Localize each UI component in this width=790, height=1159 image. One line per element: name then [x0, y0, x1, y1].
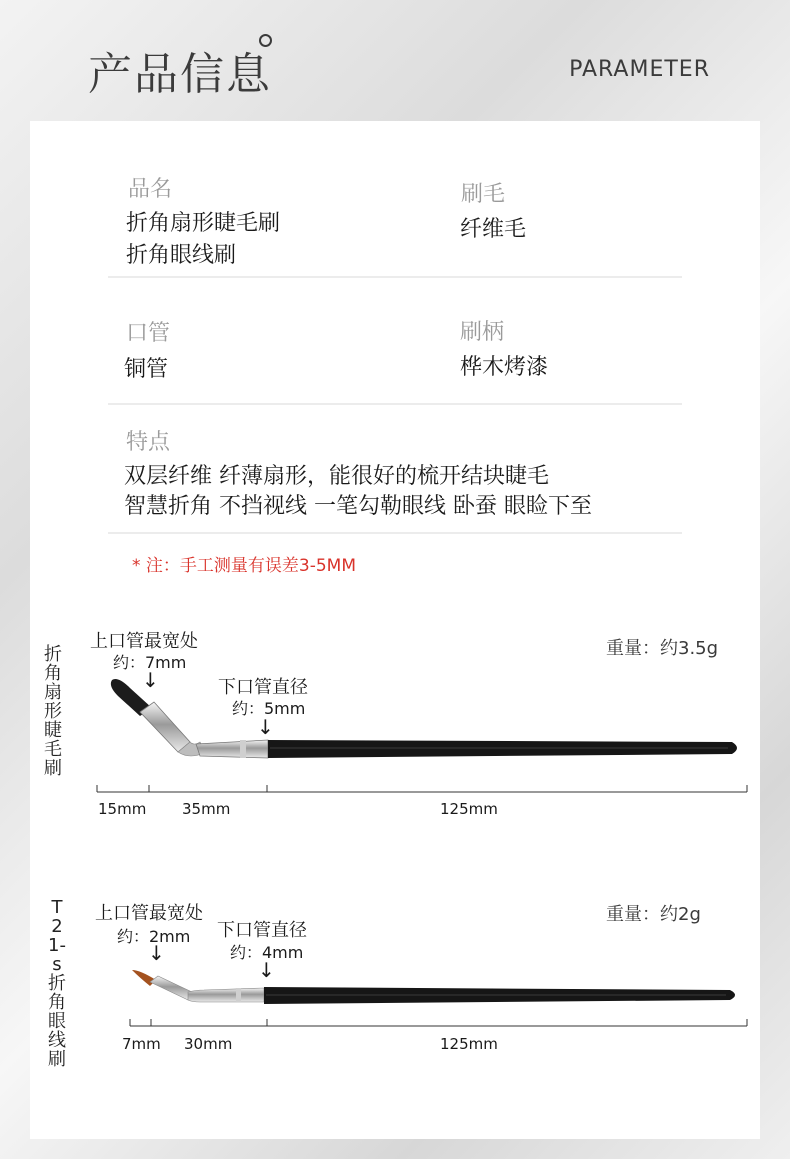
- brush2-dim-handle: 125mm: [440, 1035, 498, 1053]
- ferrule-value: 铜管: [124, 357, 169, 382]
- brush1-side-label: 折角扇形睫毛刷: [44, 644, 62, 779]
- down-arrow-icon: ↓: [258, 958, 275, 982]
- brush2-lower-value: 约：4mm: [230, 943, 304, 962]
- name-value-2: 折角眼线刷: [126, 243, 237, 268]
- brush2-side-label: T21-s折角眼线刷: [48, 897, 66, 1070]
- brush2-upper-label: 上口管最宽处: [95, 903, 203, 924]
- brush1-upper-value: 约：7mm: [113, 653, 187, 672]
- brush1-dim-tip: 15mm: [98, 800, 147, 818]
- brush1-upper-label: 上口管最宽处: [90, 631, 198, 652]
- header-title: 产品信息: [88, 49, 272, 100]
- down-arrow-icon: ↓: [257, 715, 274, 739]
- name-value-1: 折角扇形睫毛刷: [126, 211, 281, 236]
- bristle-label: 刷毛: [461, 182, 506, 207]
- brush1-lower-label: 下口管直径: [218, 677, 308, 698]
- handle-label: 刷柄: [460, 320, 505, 345]
- ferrule-label: 口管: [126, 321, 171, 346]
- down-arrow-icon: ↓: [148, 941, 165, 965]
- brush1-dim-handle: 125mm: [440, 800, 498, 818]
- brush1-weight: 重量：约3.5g: [606, 638, 719, 659]
- down-arrow-icon: ↓: [142, 668, 159, 692]
- brush1-lower-value: 约：5mm: [232, 699, 306, 718]
- brush2-lower-label: 下口管直径: [217, 920, 307, 941]
- header-subtitle: PARAMETER: [569, 57, 710, 82]
- measurement-note: * 注：手工测量有误差3-5MM: [132, 556, 357, 576]
- brush2-upper-value: 约：2mm: [117, 927, 191, 946]
- feature-line-2: 智慧折角 不挡视线 一笔勾勒眼线 卧蚕 眼睑下至: [124, 494, 592, 519]
- name-label: 品名: [128, 177, 173, 202]
- bristle-value: 纤维毛: [460, 217, 527, 242]
- feature-label: 特点: [126, 430, 171, 455]
- brush2-weight: 重量：约2g: [606, 904, 701, 925]
- brush2-dim-ferrule: 30mm: [184, 1035, 233, 1053]
- brush1-dim-ferrule: 35mm: [182, 800, 231, 818]
- handle-value: 桦木烤漆: [460, 355, 549, 380]
- brush2-dim-tip: 7mm: [122, 1035, 161, 1053]
- feature-line-1: 双层纤维 纤薄扇形，能很好的梳开结块睫毛: [124, 464, 549, 489]
